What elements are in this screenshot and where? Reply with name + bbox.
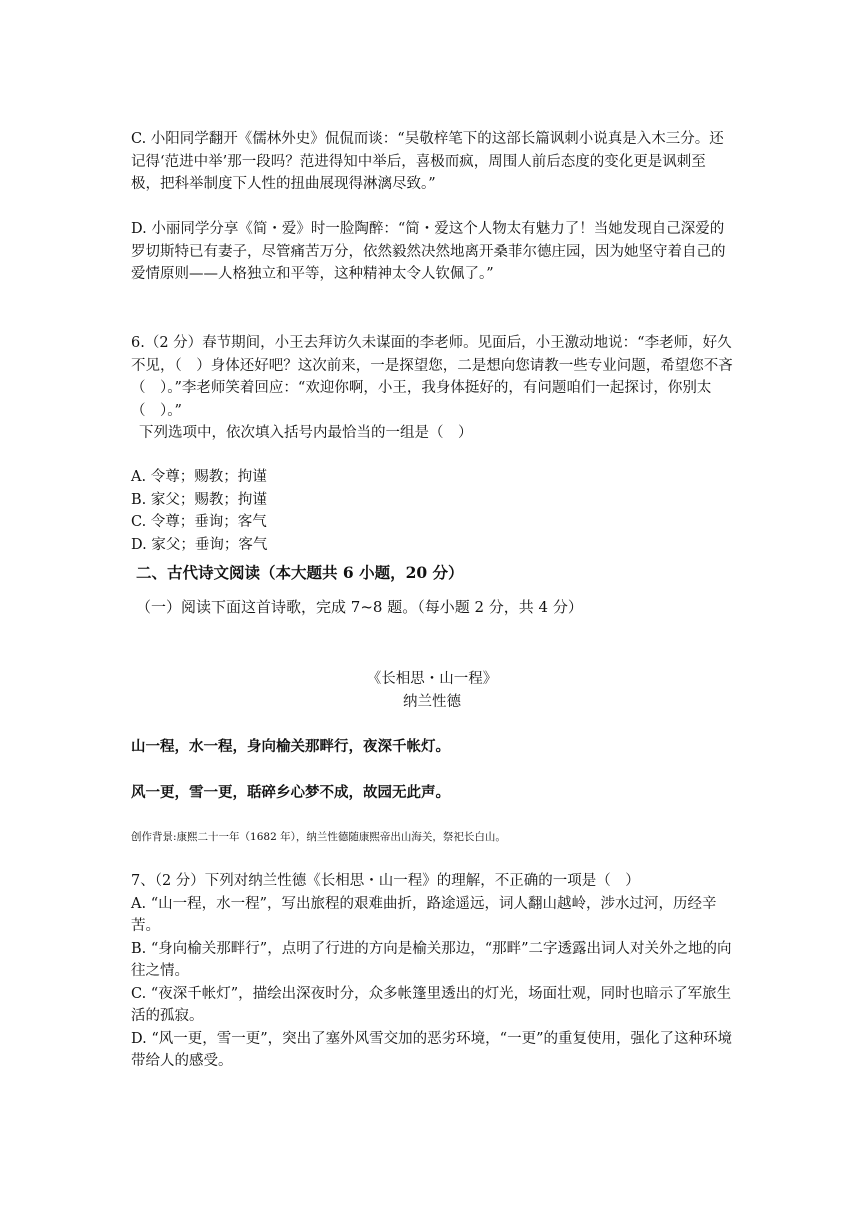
question-6-option-c: C. 令尊；垂询；客气 <box>131 514 267 530</box>
poem-title: 《长相思・山一程》 <box>366 671 498 687</box>
question-7-stem: 7、（2 分）下列对纳兰性德《长相思・山一程》的理解，不正确的一项是（ ） <box>131 873 640 889</box>
poem-author: 纳兰性德 <box>403 694 461 710</box>
section-2-heading: 二、古代诗文阅读（本大题共 6 小题，20 分） <box>136 563 464 582</box>
question-6-options <box>131 466 733 556</box>
question-7-option-a: A. “山一程，水一程”，写出旅程的艰难曲折，路途遥远，词人翻山越岭，涉水过河，历经辛苦。 <box>131 895 717 934</box>
question-6-prompt: 下列选项中，依次填入括号内最恰当的一组是（ ） <box>139 425 473 441</box>
option-d-text: D. 小丽同学分享《简・爱》时一脸陶醉：“简・爱这个人物太有魅力了！当她发现自己深爱的罗切斯特已有妻子，尽管痛苦万分，依然毅然决然地离开桑菲尔德庄园，因为她坚守着自己的爱情原则——人格独立和平等，这种精神太令人钦佩了。” <box>131 221 726 282</box>
poem-line-1: 山一程，水一程，身向榆关那畔行，夜深千帐灯。 <box>131 738 450 755</box>
option-c-text: C. 小阳同学翻开《儒林外史》侃侃而谈：“吴敬梓笔下的这部长篇讽刺小说真是入木三分。还记得‘范进中举’那一段吗？范进得知中举后，喜极而疯，周围人前后态度的变化更是讽刺至极，把科举制度下人性的扭曲展现得淋漓尽致。” <box>131 131 724 192</box>
question-6-stem: 6.（2 分）春节期间，小王去拜访久未谋面的李老师。见面后，小王激动地说：“李老师，好久不见，（ ）身体还好吧？这次前来，一是探望您，二是想向您请教一些专业问题，希望您不吝（ ）。”李老师笑着回应：“欢迎你啊，小王，我身体挺好的，有问题咱们一起探讨，你别太（ ）。” <box>131 335 733 419</box>
question-6 <box>131 332 733 445</box>
option-c-paragraph <box>131 128 733 196</box>
poem-line-2: 风一更，雪一更，聒碎乡心梦不成，故园无此声。 <box>131 784 450 801</box>
section-2-subheading: （一）阅读下面这首诗歌，完成 7~8 题。（每小题 2 分，共 4 分） <box>136 598 583 616</box>
poem-background: 创作背景:康熙二十一年（1682 年），纳兰性德随康熙帝出山海关，祭祀长白山。 <box>131 831 506 843</box>
question-7-option-b: B. “身向榆关那畔行”，点明了行进的方向是榆关那边，“那畔”二字透露出词人对关外之地的向往之情。 <box>131 940 732 979</box>
question-6-option-a: A. 令尊；赐教；拘谨 <box>131 469 267 485</box>
question-7-option-d: D. “风一更，雪一更”，突出了塞外风雪交加的恶劣环境，“一更”的重复使用，强化了这种环境带给人的感受。 <box>131 1030 732 1069</box>
question-7-option-c: C. “夜深千帐灯”，描绘出深夜时分，众多帐篷里透出的灯光，场面壮观，同时也暗示了军旅生活的孤寂。 <box>131 985 732 1024</box>
question-7 <box>131 870 733 1073</box>
question-6-option-b: B. 家父；赐教；拘谨 <box>131 491 267 508</box>
option-d-paragraph <box>131 218 733 286</box>
question-6-option-d: D. 家父；垂询；客气 <box>131 536 268 553</box>
